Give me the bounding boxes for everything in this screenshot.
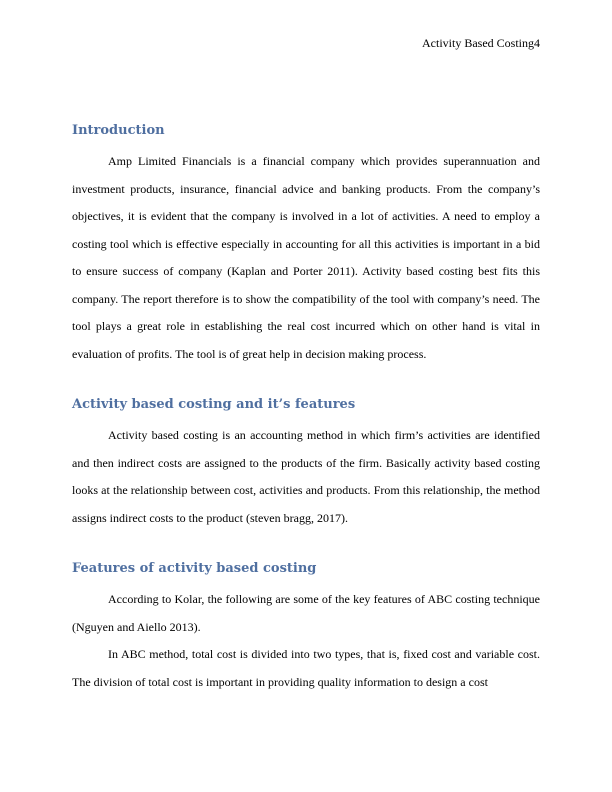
section-activity-based-costing [72,394,540,532]
section-heading: Features of activity based costing [72,561,317,576]
paragraph: Activity based costing is an accounting method in which firm’s activities are identified and then indirect costs are assigned to the products of the firm. Basically activity based costing looks at the relationship between cost, activities and products. From this relationship, the method assigns indirect costs to the product (steven bragg, 2017). [72,428,540,525]
section-heading: Activity based costing and it’s features [72,397,356,412]
paragraph: In ABC method, total cost is divided into two types, that is, fixed cost and variable cost. The division of total cost is important in providing quality information to design a cost [72,647,540,689]
page-number: 4 [534,36,540,50]
running-header [422,36,540,51]
section-heading: Introduction [72,123,165,138]
running-title: Activity Based Costing [422,36,534,50]
section-introduction [72,120,540,368]
section-features [72,558,540,696]
document-body [72,120,540,696]
paragraph: According to Kolar, the following are some of the key features of ABC costing technique (Nguyen and Aiello 2013). [72,592,540,634]
paragraph: Amp Limited Financials is a financial company which provides superannuation and investment products, insurance, financial advice and banking products. From the company’s objectives, it is evident that the company is involved in a lot of activities. A need to employ a costing tool which is effective especially in accounting for all this activities is important in a bid to ensure success of company (Kaplan and Porter 2011). Activity based costing best fits this company. The report therefore is to show the compatibility of the tool with company’s need. The tool plays a great role in establishing the real cost incurred which on other hand is vital in evaluation of profits. The tool is of great help in decision making process. [72,154,540,361]
